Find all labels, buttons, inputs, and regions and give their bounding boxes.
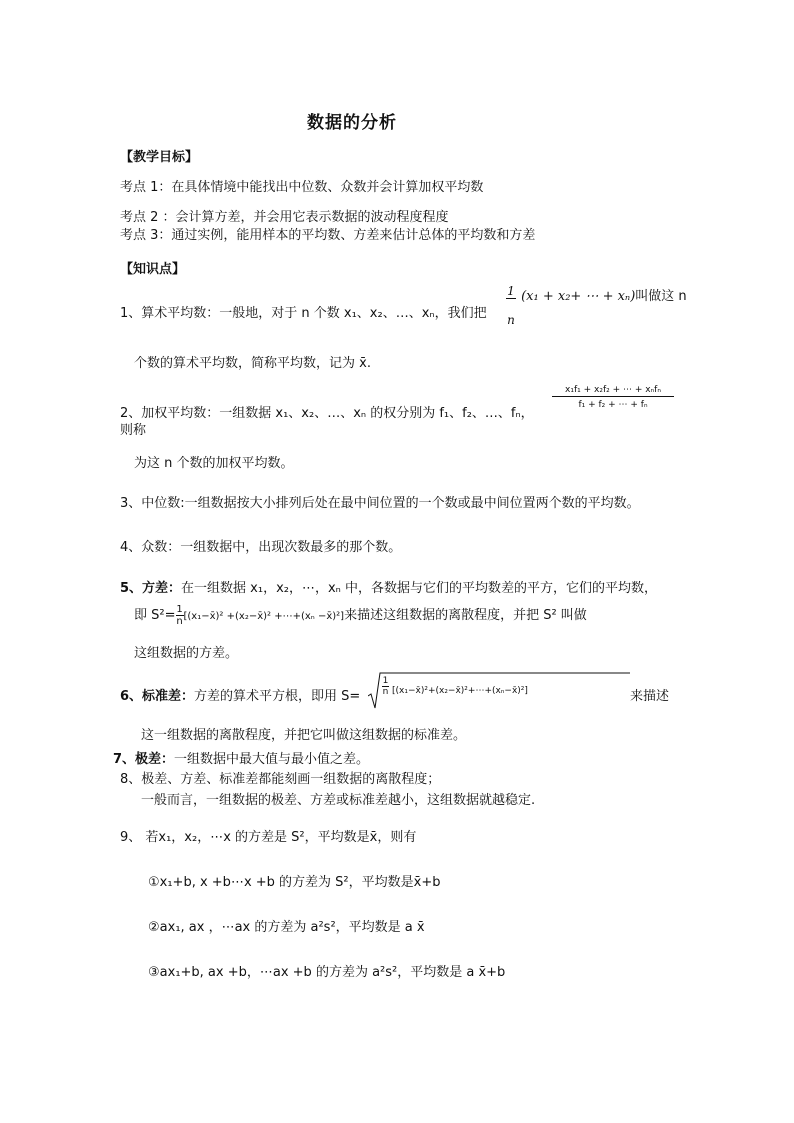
standard-deviation-text: 方差的算术平方根，即用 S=: [194, 689, 361, 704]
arithmetic-mean-continuation: 个数的算术平均数，简称平均数，记为 x̄.: [134, 356, 371, 371]
fraction: [506, 284, 516, 327]
variance-definition: [120, 577, 657, 596]
transform-property-item-2: ②ax₁, ax ，⋯ax 的方差为 a²s²，平均数是 a x̄: [148, 920, 425, 935]
weighted-mean-numerator: x₁f₁ + x₂f₂ + ⋯ + xₙfₙ: [565, 385, 661, 395]
page-title: 数据的分析: [307, 113, 397, 133]
goal-item-3: 考点 3：通过实例，能用样本的平均数、方差来估计总体的平均数和方差: [120, 228, 536, 243]
mode-definition: 4、众数：一组数据中，出现次数最多的那个数。: [120, 540, 402, 555]
arithmetic-mean-text-tail: 叫做这 n: [635, 289, 687, 304]
fraction-numerator: 1: [507, 284, 515, 298]
transform-property-item-3: ③ax₁+b, ax +b，⋯ax +b 的方差为 a²s²，平均数是 a x̄+b: [148, 965, 506, 980]
median-definition: 3、中位数:一组数据按大小排列后处在最中间位置的一个数或最中间位置两个数的平均数。: [120, 496, 640, 511]
standard-deviation-text-tail: 来描述: [630, 689, 670, 704]
weighted-mean-label: 则称: [120, 423, 147, 438]
variance-keyword: 5、方差：: [120, 581, 182, 596]
standard-deviation-expression: [(x₁−x̄)²+(x₂−x̄)²+⋯+(xₙ−x̄)²]: [392, 686, 528, 696]
weighted-mean-continuation: 为这 n 个数的加权平均数。: [134, 456, 294, 471]
fraction: [176, 604, 184, 627]
fraction-numerator: 1: [382, 676, 389, 686]
fraction: [382, 676, 389, 697]
variance-formula-line: [134, 604, 587, 627]
fraction-denominator: n: [382, 687, 389, 697]
stability-note: 一般而言，一组数据的极差、方差或标准差越小，这组数据就越稳定.: [141, 793, 536, 808]
standard-deviation-keyword: 6、标准差：: [120, 689, 195, 704]
fraction-denominator: n: [176, 616, 183, 627]
variance-text: 在一组数据 x₁，x₂，⋯，xₙ 中，各数据与它们的平均数差的平方，它们的平均数，: [181, 581, 657, 596]
fraction-bar: [506, 298, 516, 299]
variance-expression: [(x₁−x̄)² +(x₂−x̄)² +⋯+(xₙ −x̄)²]: [183, 611, 345, 622]
arithmetic-mean-text: 1、算术平均数：一般地，对于 n 个数 x₁、x₂、…、xₙ，我们把: [120, 306, 487, 321]
sum-expression: (x₁ + x₂+ ⋯ + xₙ): [521, 289, 636, 304]
arithmetic-mean-definition: [120, 302, 487, 321]
range-definition: [113, 748, 369, 767]
standard-deviation-continuation: 这一组数据的离散程度，并把它叫做这组数据的标准差。: [141, 728, 467, 743]
variance-text-tail: 来描述这组数据的离散程度，并把 S² 叫做: [344, 608, 587, 623]
weighted-mean-fraction: [552, 385, 674, 410]
transform-property-intro: 9、 若x₁，x₂，⋯x 的方差是 S²，平均数是x̄，则有: [120, 830, 417, 845]
variance-continuation: 这组数据的方差。: [134, 646, 239, 661]
range-keyword: 7、极差：: [113, 752, 175, 767]
standard-deviation-definition: [120, 685, 360, 704]
weighted-mean-definition: 2、加权平均数：一组数据 x₁、x₂、…、xₙ 的权分别为 f₁、f₂、…、fₙ，: [120, 406, 534, 421]
variance-symbol: 即 S²=: [134, 608, 176, 623]
goal-item-1: 考点 1：在具体情境中能找出中位数、众数并会计算加权平均数: [120, 180, 484, 195]
section-heading-knowledge: 【知识点】: [120, 262, 186, 277]
weighted-mean-denominator: f₁ + f₂ + ⋯ + fₙ: [578, 400, 648, 410]
square-root-formula: [368, 672, 630, 710]
range-text: 一组数据中最大值与最小值之差。: [174, 752, 370, 767]
transform-property-item-1: ①x₁+b, x +b⋯x +b 的方差为 S²，平均数是x̄+b: [148, 875, 441, 890]
goal-item-2: 考点 2 ：会计算方差，并会用它表示数据的波动程度程度: [120, 210, 449, 225]
arithmetic-mean-formula: [506, 284, 687, 327]
fraction-bar: [552, 396, 674, 397]
fraction-denominator: n: [507, 313, 515, 327]
dispersion-note: 8、极差、方差、标准差都能刻画一组数据的离散程度；: [120, 772, 441, 787]
fraction-numerator: 1: [176, 604, 183, 615]
section-heading-goals: 【教学目标】: [120, 150, 199, 165]
